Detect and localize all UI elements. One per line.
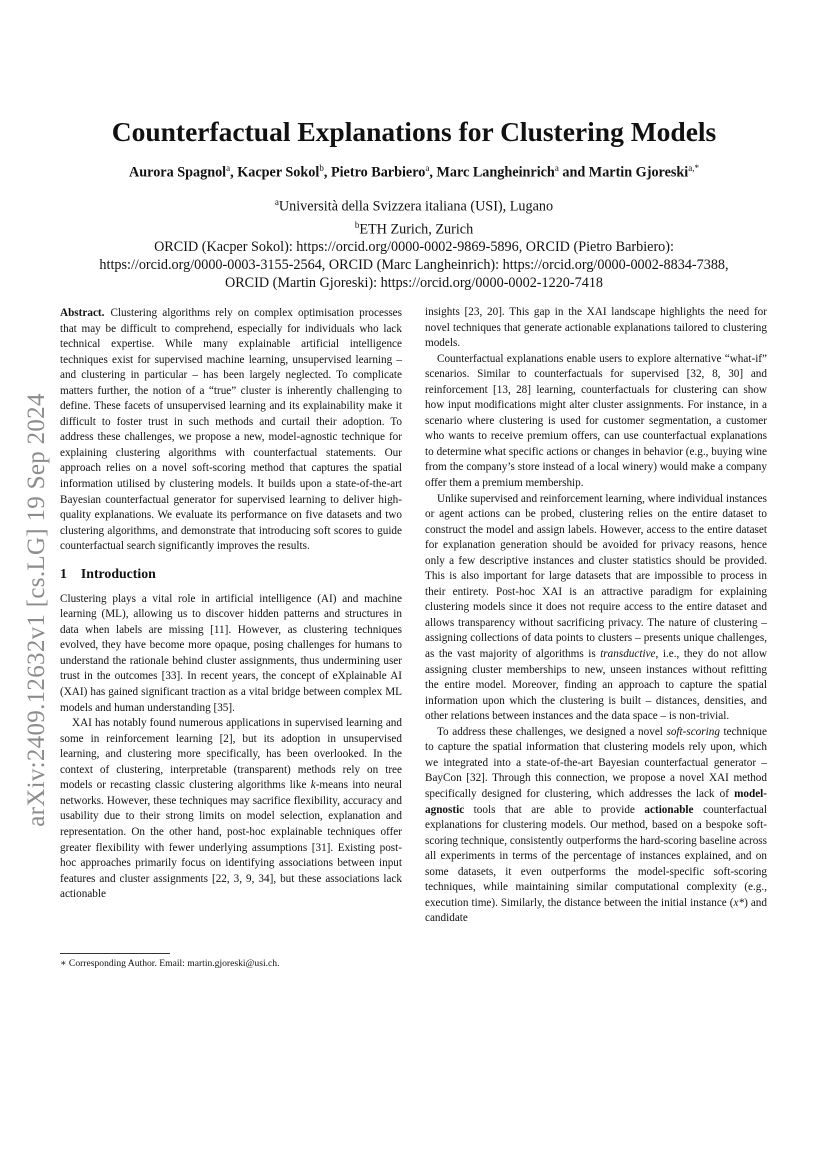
- paper-title: Counterfactual Explanations for Clustering Models: [111, 116, 717, 147]
- orcid-line: ORCID (Martin Gjoreski): https://orcid.org/0000-0002-1220-7418: [224, 275, 604, 292]
- author-name: Aurora Spagnol: [129, 164, 227, 181]
- section-heading-introduction: [60, 565, 402, 583]
- abstract-text: Clustering algorithms rely on complex optimisation processes that may be difficult to comprehend, especially for individuals who lack technical expertise. While many explainable artificial intelligence techniques exist for supervised machine learning, unsupervised learning – and clustering in particular – has been largely neglected. To complicate matters further, the notion of a “true” cluster is inherently challenging to define. These facets of unsupervised learning and its explainability make it difficult to foster trust in such methods and curtail their adoption. To address these challenges, we propose a new, model-agnostic technique for explaining clustering algorithms with counterfactual statements. Our approach relies on a novel soft-scoring method that captures the spatial information utilised by clustering models. It builds upon a state-of-the-art Bayesian counterfactual generator for supervised learning to deliver high-quality explanations. We evaluate its performance on five datasets and two clustering algorithms, and demonstrate that introducing soft scores to guide counterfactual search significantly improves the results.: [60, 307, 402, 553]
- affiliations: [40, 193, 788, 292]
- author-affiliation-mark: b: [319, 163, 324, 173]
- affiliation-mark: a: [274, 197, 279, 207]
- section-title: Introduction: [80, 565, 156, 581]
- affiliation-a: $^a$Università della Svizzera italiana (USI), Lugano: [274, 197, 554, 215]
- author-list: Aurora Spagnol$^a$, Kacper Sokol$^b$, Pietro Barbiero$^a$, Marc Langheinrich$^a$ and Martin Gjoreski$^{a,*}$: [129, 163, 699, 181]
- affiliation-mark: b: [354, 219, 360, 230]
- orcid-line: ORCID (Kacper Sokol): https://orcid.org/0000-0002-9869-5896, ORCID (Pietro Barbiero):: [154, 239, 674, 256]
- body-paragraph: insights [23, 20]. This gap in the XAI landscape highlights the need for novel techniques that generate actionable explanations tailored to clustering models.: [425, 306, 767, 350]
- author-affiliation-mark: a,*: [688, 163, 699, 173]
- author-name: Kacper Sokol: [237, 164, 320, 181]
- right-column: [425, 305, 767, 927]
- section-number: 1: [60, 565, 67, 581]
- arxiv-identifier-text: arXiv:2409.12632v1 [cs.LG] 19 Sep 2024: [23, 393, 51, 827]
- intro-paragraph: XAI has notably found numerous applications in supervised learning and some in reinforcement learning [2], but its adoption in unsupervised learning, and clustering more specifically, has been overlooked. In the context of clustering, interpretable (transparent) methods rely on tree models or recasting classic clustering algorithms like k-means into neural networks. However, these techniques may sacrifice flexibility, accuracy and usability due to their strong limits on model selection, explanation and representation. On the other hand, post-hoc explainable techniques offer greater flexibility with fewer underlying assumptions [31]. Existing post-hoc approaches primarily focus on identifying associations between input features and cluster assignments [22, 3, 9, 34], but these associations lack actionable: [60, 717, 402, 901]
- author-affiliation-mark: a: [554, 163, 559, 173]
- bold-actionable: actionable: [644, 803, 694, 816]
- body-paragraph: Counterfactual explanations enable users to explore alternative “what-if” scenarios. Similar to counterfactuals for supervised [32, 8, 30] and reinforcement [13, 28] learning, counterfactuals for clustering can show how input modifications might alter cluster assignments. For instance, in a scenario where clustering is used for customer segmentation, a customer who wants to receive premium offers, can use counterfactual explanations to determine what specific actions or changes in behavior (e.g., buying wine from the company’s store instead of a local winery) would make a company offer them a premium membership.: [425, 352, 767, 490]
- abstract-heading: Abstract.: [60, 307, 105, 319]
- body-paragraph: Unlike supervised and reinforcement learning, where individual instances or agent actions can be probed, clustering relies on the entire dataset to construct the model and assign labels. However, access to the entire dataset for explanation generation should be avoided for privacy reasons, hence only a few descriptive instances and cluster statistics should be provided. This is also important for large datasets that are impossible to process in their entirety. Post-hoc XAI is an attractive paradigm for explaining clustering models since it does not require access to the entire dataset and allows transparency without sacrificing privacy. The nature of clustering – assigning collections of data points to clusters – presents unique challenges, as the vast majority of algorithms is transductive, i.e., they do not allow assigning cluster memberships to new, unseen instances without refitting the entire model. Moreover, finding an approach to capture the spatial information upon which the clustering is built – distances, densities, and other relations between instances and the data space – is non-trivial.: [425, 492, 767, 723]
- bold-model-agnostic: model-agnostic: [425, 787, 767, 816]
- affiliation-b: $^b$ETH Zurich, Zurich: [354, 219, 474, 238]
- footnote-divider: [60, 953, 170, 954]
- intro-paragraph: Clustering plays a vital role in artificial intelligence (AI) and machine learning (ML), allowing us to discover hidden patterns and structures in data when labels are missing [11]. However, as clustering techniques evolved, they have become more opaque, posing challenges for humans to understand the rationale behind cluster assignments, thus undermining user trust in the outcomes [33]. In recent years, the concept of eXplainable AI (XAI) has gained significant traction as a vital bridge between complex ML models and human understanding [35].: [60, 592, 402, 714]
- footnote: ∗ Corresponding Author. Email: martin.gjoreski@usi.ch.: [60, 958, 280, 969]
- author-affiliation-mark: a: [226, 163, 231, 173]
- abstract: [60, 306, 402, 555]
- author-affiliation-mark: a: [425, 163, 430, 173]
- math-k: k: [310, 779, 316, 792]
- emphasis-soft-scoring: soft-scoring: [666, 725, 720, 738]
- arxiv-identifier: [14, 360, 60, 860]
- math-x-star: x*: [733, 896, 745, 909]
- body-paragraph: To address these challenges, we designed a novel soft-scoring technique to capture the spatial information that clustering models rely upon, which we integrated into a state-of-the-art Bayesian counterfactual generator – BayCon [32]. Through this connection, we propose a novel XAI method specifically designed for clustering, which addresses the lack of model-agnostic tools that are able to provide actionable counterfactual explanations for clustering models. Our method, based on a bespoke soft-scoring technique, consistently outperforms the hard-scoring baseline across all experiments in terms of the percentage of instances explained, and on some datasets, it even outperforms the model-specific soft-scoring techniques, while maintaining similar computational complexity (e.g., execution time). Similarly, the distance between the initial instance (x*) and candidate: [425, 725, 767, 925]
- emphasis-transductive: transductive: [600, 648, 656, 661]
- author-name: Pietro Barbiero: [330, 164, 426, 181]
- left-column: [60, 306, 402, 903]
- orcid-line: https://orcid.org/0000-0003-3155-2564, ORCID (Marc Langheinrich): https://orcid.org/0000-0002-8834-7388,: [99, 257, 729, 274]
- author-name: Marc Langheinrich: [436, 164, 555, 181]
- author-name: Martin Gjoreski: [588, 164, 689, 181]
